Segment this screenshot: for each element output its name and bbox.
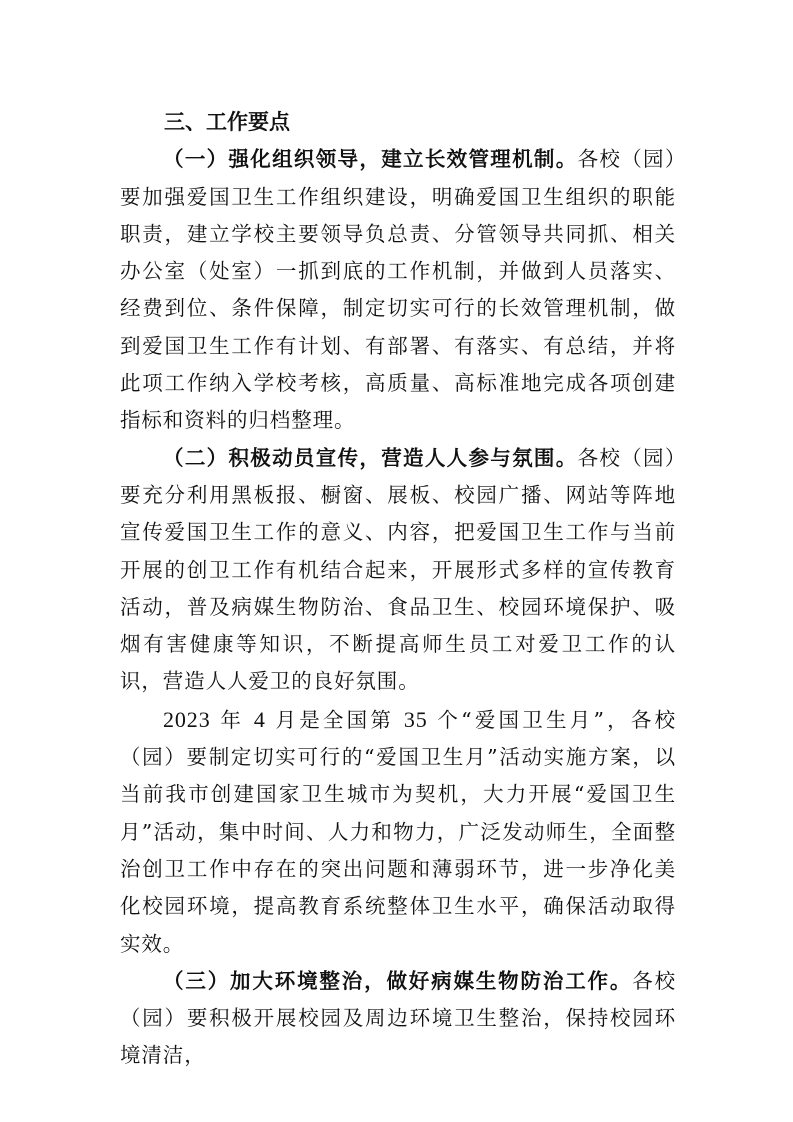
paragraph-body: 各校（园）要加强爱国卫生工作组织建设，明确爱国卫生组织的职能职责，建立学校主要领导负总责、分管领导共同抓、相关办公室（处室）一抓到底的工作机制，并做到人员落实、经费到位、条件保障，制定切实可行的长效管理机制，做到爱国卫生工作有计划、有部署、有落实、有总结，并将此项工作纳入学校考核，高质量、高标准地完成各项创建指标和资料的归档整理。 xyxy=(120,147,676,433)
edition-count: 35 xyxy=(403,706,428,732)
paragraph-organization-leadership xyxy=(120,141,676,439)
section-heading: 三、工作要点 xyxy=(164,110,290,134)
text-segment: 个“爱国卫生月”，各校（园）要制定切实可行的“爱国卫生月”活动实施方案，以当前我市创建国家卫生城市为契机，大力开展“爱国卫生月”活动，集中时间、人力和物力，广泛发动师生，全面整治创卫工作中存在的突出问题和薄弱环节，进一步净化美化校园环境，提高教育系统整体卫生水平，确保活动取得实效。 xyxy=(120,707,677,956)
text-segment: 月是全国第 xyxy=(265,707,404,732)
paragraph-patriotic-health-month xyxy=(120,701,676,963)
year-value: 2023 xyxy=(163,706,211,732)
document-page xyxy=(120,104,676,1075)
paragraph-publicity-mobilization xyxy=(120,440,676,701)
text-segment: 年 xyxy=(210,707,254,732)
paragraph-title: （一）强化组织领导，建立长效管理机制。 xyxy=(163,147,578,172)
month-value: 4 xyxy=(253,706,266,732)
paragraph-title: （三）加大环境整治，做好病媒生物防治工作。 xyxy=(163,968,633,993)
paragraph-environment-remediation xyxy=(120,963,676,1075)
paragraph-body: 各校（园）要积极开展校园及周边环境卫生整治，保持校园环境清洁， xyxy=(120,968,676,1068)
paragraph-body: 各校（园）要充分利用黑板报、橱窗、展板、校园广播、网站等阵地宣传爱国卫生工作的意义、内容，把爱国卫生工作与当前开展的创卫工作有机结合起来，开展形式多样的宣传教育活动，普及病媒生物防治、食品卫生、校园环境保护、吸烟有害健康等知识，不断提高师生员工对爱卫工作的认识，营造人人爱卫的良好氛围。 xyxy=(120,445,676,694)
paragraph-title: （二）积极动员宣传，营造人人参与氛围。 xyxy=(163,445,578,470)
